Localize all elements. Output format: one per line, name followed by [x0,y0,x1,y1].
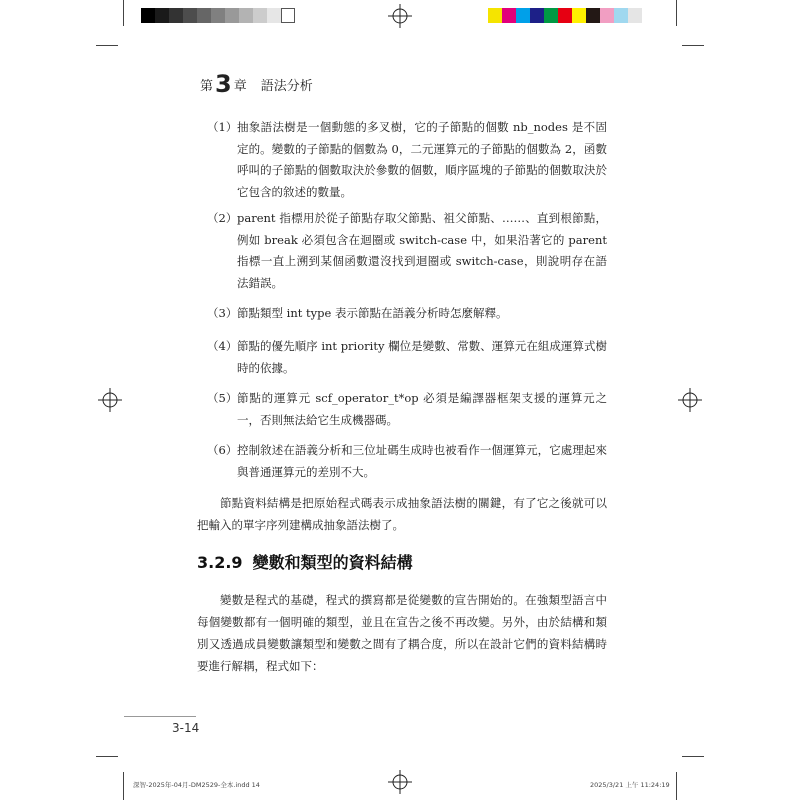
crop-mark [682,756,704,757]
list-item-text: parent 指標用於從子節點存取父節點、祖父節點、……、直到根節點，例如 break 必須包含在迴圈或 switch-case 中，如果沿著它的 parent 指標一直上溯到某個函數還沒找到迴圈或 switch-case，則說明存在語法錯誤。 [237,211,607,290]
color-swatch-6 [558,8,572,23]
gray-swatch-5 [197,8,211,23]
list-item-number: （6） [207,443,238,457]
list-item-text: 控制敘述在語義分析和三位址碼生成時也被看作一個運算元，它處理起來與普通運算元的差別不大。 [237,443,607,479]
list-item-text: 抽象語法樹是一個動態的多叉樹，它的子節點的個數 nb_nodes 是不固定的。變數的子節點的個數為 0，二元運算元的子節點的個數為 2，函數呼叫的子節點的個數取決於參數的個數，順序區塊的子節點的個數取決於它包含的敘述的數量。 [237,120,607,199]
gray-swatch-4 [183,8,197,23]
footer-rule [124,716,196,717]
color-swatch-3 [516,8,530,23]
chapter-prefix: 第 [200,79,214,94]
crop-mark [123,0,124,26]
slug-timestamp: 2025/3/21 上午 11:24:19 [590,781,670,789]
list-item [207,303,607,325]
list-item-number: （4） [207,339,238,353]
section-number: 3.2.9 [197,553,243,572]
gray-swatch-8 [239,8,253,23]
gray-swatch-3 [169,8,183,23]
color-swatch-10 [614,8,628,23]
color-swatch-8 [586,8,600,23]
section-title: 變數和類型的資料結構 [252,553,413,572]
body-paragraph: 變數是程式的基礎，程式的撰寫都是從變數的宣告開始的。在強類型語言中每個變數都有一個明確的類型，並且在宣告之後不再改變。另外，由於結構和類別又透過成員變數讓類型和變數之間有了耦合度，所以在設計它們的資料結構時要進行解耦，程式如下： [197,593,607,673]
gray-swatch-9 [253,8,267,23]
list-item [207,117,607,203]
gray-swatch-2 [155,8,169,23]
list-item [207,440,607,483]
list-item-number: （3） [207,306,238,320]
chapter-title: 語法分析 [260,79,313,94]
registration-mark-top [388,4,412,28]
color-swatch-4 [530,8,544,23]
list-item [207,336,607,379]
list-item-text: 節點的運算元 scf_operator_t*op 必須是編譯器框架支援的運算元之一，否則無法給它生成機器碼。 [237,391,607,427]
list-item [207,208,607,294]
registration-mark-left [98,388,122,412]
section-heading [197,550,413,573]
chapter-number: 3 [215,70,232,98]
registration-mark-right [678,388,702,412]
color-swatch-7 [572,8,586,23]
crop-mark [96,45,118,46]
chapter-suffix: 章 [233,79,247,94]
gray-swatch-1 [141,8,155,23]
list-item-number: （5） [207,391,238,405]
color-swatch-5 [544,8,558,23]
chapter-header [200,70,313,98]
list-item [207,388,607,431]
color-swatch-2 [502,8,516,23]
crop-mark [123,772,124,800]
crop-mark [682,45,704,46]
color-swatch-11 [628,8,642,23]
registration-mark-bottom [388,770,412,794]
gray-swatch-10 [267,8,281,23]
crop-mark [676,0,677,26]
slug-file-info: 深智-2025年-04月-DM2529-全本.indd 14 [133,781,260,789]
color-swatch-1 [488,8,502,23]
list-item-text: 節點的優先順序 int priority 欄位是變數、常數、運算元在組成運算式樹時的依據。 [237,339,607,375]
list-item-text: 節點類型 int type 表示節點在語義分析時怎麼解釋。 [237,306,508,320]
color-swatch-9 [600,8,614,23]
crop-mark [676,772,677,800]
crop-mark [96,756,118,757]
list-item-number: （2） [207,211,238,225]
list-item-number: （1） [207,120,238,134]
gray-swatch-11 [281,8,295,23]
page-number: 3-14 [172,721,200,735]
body-paragraph: 節點資料結構是把原始程式碼表示成抽象語法樹的關鍵，有了它之後就可以把輸入的單字序列建構成抽象語法樹了。 [197,496,607,532]
gray-swatch-6 [211,8,225,23]
gray-swatch-7 [225,8,239,23]
